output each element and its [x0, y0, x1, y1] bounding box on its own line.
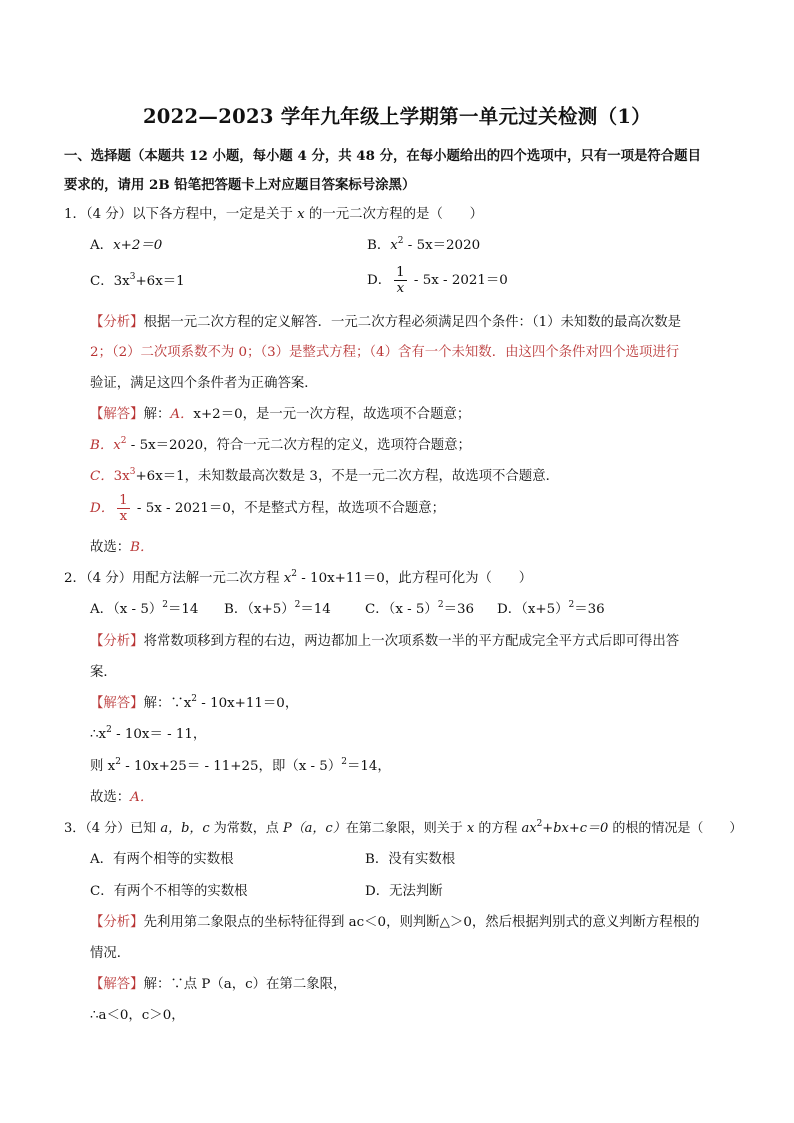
q1-option-a-text: x+2＝0 [113, 238, 163, 253]
q2-option-a-value: ＝14 [168, 602, 199, 617]
q3-answer-1: 解：∵点 P（a，c）在第二象限， [143, 977, 347, 992]
q1-option-a-label: A． [90, 238, 114, 253]
q1-option-c-text: +6x＝1 [135, 274, 185, 289]
q1-answer-c-exp: 3 [129, 467, 136, 477]
q1-analysis-text: 根据一元二次方程的定义解答．一元二次方程必须满足四个条件：（1）未知数的最高次数是 [143, 315, 682, 330]
q2-choose-value: A． [130, 790, 154, 805]
q2-option-b-exp: 2 [294, 600, 301, 610]
q1-option-c-label: C． [90, 274, 114, 289]
fraction-numerator: 1 [396, 265, 405, 280]
q1-answer-c-var: 3x [113, 469, 130, 484]
q2-stem-text: 2．（4 分）用配方法解一元二次方程 [64, 571, 284, 586]
q2-option-a-text: A．（x - 5） [90, 602, 163, 617]
q2-answer-3a: 则 x [90, 759, 116, 774]
q2-answer-3b: - 10x+25＝ - 11+25，即（x - 5） [120, 759, 342, 774]
q2-option-b-value: ＝14 [300, 602, 331, 617]
q3-answer-line1 [90, 976, 346, 994]
analysis-tag: 【分析】 [90, 315, 144, 330]
q3-stem-text-end: 的根的情况是（ ） [608, 821, 743, 836]
q2-option-c-text: C．（x - 5） [365, 602, 438, 617]
q1-answer-b-text: - 5x＝2020，符合一元二次方程的定义，选项符合题意； [126, 438, 471, 453]
q2-answer-1b: - 10x+11＝0， [197, 696, 299, 711]
q1-answer-c [90, 468, 559, 486]
q2-option-d-text: D．（x+5） [497, 602, 569, 617]
analysis-tag: 【分析】 [90, 634, 144, 649]
q2-option-d-exp: 2 [568, 600, 575, 610]
q2-option-c [365, 601, 474, 619]
q1-stem-text: 1．（4 分）以下各方程中，一定是关于 [64, 207, 298, 222]
q2-stem-text-end: - 10x+11＝0，此方程可化为（ ） [297, 571, 533, 586]
q1-choose [90, 539, 153, 557]
q1-choose-value: B． [130, 540, 154, 555]
q2-answer-line2 [90, 726, 206, 744]
q2-answer-3c: ＝14， [346, 759, 391, 774]
section-heading-line1: 一、选择题（本题共 12 小题，每小题 4 分，共 48 分，在每小题给出的四个选项中，只有一项是符合题目 [64, 148, 701, 164]
q2-analysis-line1 [90, 633, 679, 651]
answer-tag: 【解答】 [90, 977, 144, 992]
q1-choose-label: 故选： [90, 540, 131, 555]
q3-stem-eq-b: +bx+c＝0 [542, 821, 609, 836]
q3-option-a: A．有两个相等的实数根 [90, 852, 234, 867]
q1-option-c-exp: 3 [129, 272, 136, 282]
q1-answer-b-var: x [113, 438, 121, 453]
q3-stem [64, 820, 742, 838]
q1-option-d [367, 265, 508, 296]
q1-option-c [90, 273, 185, 291]
q1-option-b-var: x [390, 238, 398, 253]
q2-answer-line1 [90, 695, 298, 713]
q1-answer-b-label: B． [90, 438, 114, 453]
q2-answer-2a: ∴x [90, 727, 107, 742]
q1-answer-prefix: 解： [143, 407, 171, 422]
q2-option-d-value: ＝36 [574, 602, 605, 617]
q1-option-b-text: - 5x＝2020 [403, 238, 481, 253]
q1-answer-d-label: D． [90, 501, 115, 516]
answer-tag: 【解答】 [90, 407, 144, 422]
q3-analysis-text: 先利用第二象限点的坐标特征得到 ac＜0，则判断△＞0，然后根据判别式的意义判断方程根的 [143, 915, 700, 930]
q1-answer-c-label: C． [90, 469, 114, 484]
q2-stem-exp: 2 [291, 569, 298, 579]
q2-answer-1-exp: 2 [191, 694, 198, 704]
q1-answer-b-exp: 2 [120, 436, 127, 446]
q3-option-b: B．没有实数根 [365, 852, 456, 867]
q2-option-a [90, 601, 198, 619]
q2-choose-label: 故选： [90, 790, 131, 805]
q1-answer-d-text: - 5x - 2021＝0，不是整式方程，故选项不合题意； [132, 501, 446, 516]
q1-option-d-text: - 5x - 2021＝0 [409, 273, 508, 288]
q2-answer-2-exp: 2 [106, 725, 112, 735]
q1-analysis-line1 [90, 314, 681, 332]
q3-stem-var: x [466, 821, 475, 836]
q2-option-d [497, 601, 605, 619]
q1-stem-text-end: 的一元二次方程的是（ ） [304, 207, 484, 222]
analysis-tag: 【分析】 [90, 915, 144, 930]
q2-option-a-exp: 2 [162, 600, 168, 610]
q1-answer-d-fraction [117, 493, 130, 524]
q1-analysis-line3: 验证，满足这四个条件者为正确答案． [90, 376, 318, 391]
answer-tag: 【解答】 [90, 696, 144, 711]
fraction-numerator: 1 [119, 493, 128, 508]
page-title: 2022—2023 学年九年级上学期第一单元过关检测（1） [142, 105, 652, 128]
q2-answer-1a: 解：∵x [143, 696, 192, 711]
q2-answer-3-exp: 2 [115, 757, 121, 767]
q1-option-a [90, 237, 162, 255]
q1-answer-a [90, 406, 470, 424]
q3-stem-text-3: 在第二象限，则关于 [345, 821, 467, 836]
fraction-denominator: x [119, 509, 128, 524]
q2-option-c-exp: 2 [437, 600, 444, 610]
q1-answer-a-label: A． [170, 407, 194, 422]
q1-option-b-label: B． [367, 238, 391, 253]
q3-stem-eq-a: ax [521, 821, 537, 836]
section-heading-line2: 要求的，请用 2B 铅笔把答题卡上对应题目答案标号涂黑） [64, 177, 416, 193]
q3-stem-text: 3．（4 分）已知 [64, 821, 161, 836]
q3-stem-point: P（a，c） [282, 821, 346, 836]
fraction-denominator: x [396, 281, 405, 296]
q2-answer-2b: - 10x＝ - 11， [111, 727, 207, 742]
q3-option-d: D．无法判断 [365, 884, 443, 899]
q1-option-d-fraction [394, 265, 407, 296]
q1-answer-d [90, 493, 445, 524]
q2-analysis-text: 将常数项移到方程的右边，两边都加上一次项系数一半的平方配成完全平方式后即可得出答 [143, 634, 680, 649]
q3-analysis-line1 [90, 914, 699, 932]
q3-answer-line2: ∴a＜0，c＞0， [90, 1008, 185, 1023]
q1-stem [64, 206, 483, 224]
q1-analysis-line2: 2；（2）二次项系数不为 0；（3）是整式方程；（4）含有一个未知数．由这四个条件对四个选项进行 [90, 345, 680, 360]
q3-stem-constants: a，b，c [160, 821, 210, 836]
q2-choose [90, 789, 153, 807]
q2-answer-3-exp2: 2 [341, 757, 347, 767]
q2-option-c-value: ＝36 [443, 602, 474, 617]
q1-option-d-label: D． [367, 273, 392, 288]
q3-stem-text-2: 为常数，点 [209, 821, 283, 836]
q1-answer-c-text: +6x＝1，未知数最高次数是 3，不是一元二次方程，故选项不合题意． [135, 469, 559, 484]
q3-analysis-line2: 情况． [90, 946, 131, 961]
q2-option-b-text: B．（x+5） [224, 602, 295, 617]
q1-option-b-exp: 2 [397, 236, 404, 246]
q2-answer-line3 [90, 758, 391, 776]
q2-analysis-line2: 案． [90, 665, 117, 680]
q1-stem-var: x [297, 207, 305, 222]
q2-stem-var: x [283, 571, 292, 586]
q1-option-b [367, 237, 480, 255]
q1-answer-b [90, 437, 471, 455]
q3-option-c: C．有两个不相等的实数根 [90, 884, 248, 899]
q3-stem-exp: 2 [536, 819, 543, 829]
q2-option-b [224, 601, 331, 619]
q2-stem [64, 570, 532, 588]
q1-option-c-var: 3x [113, 274, 130, 289]
q1-answer-a-text: x+2＝0，是一元一次方程，故选项不合题意； [193, 407, 471, 422]
q3-stem-text-4: 的方程 [474, 821, 522, 836]
